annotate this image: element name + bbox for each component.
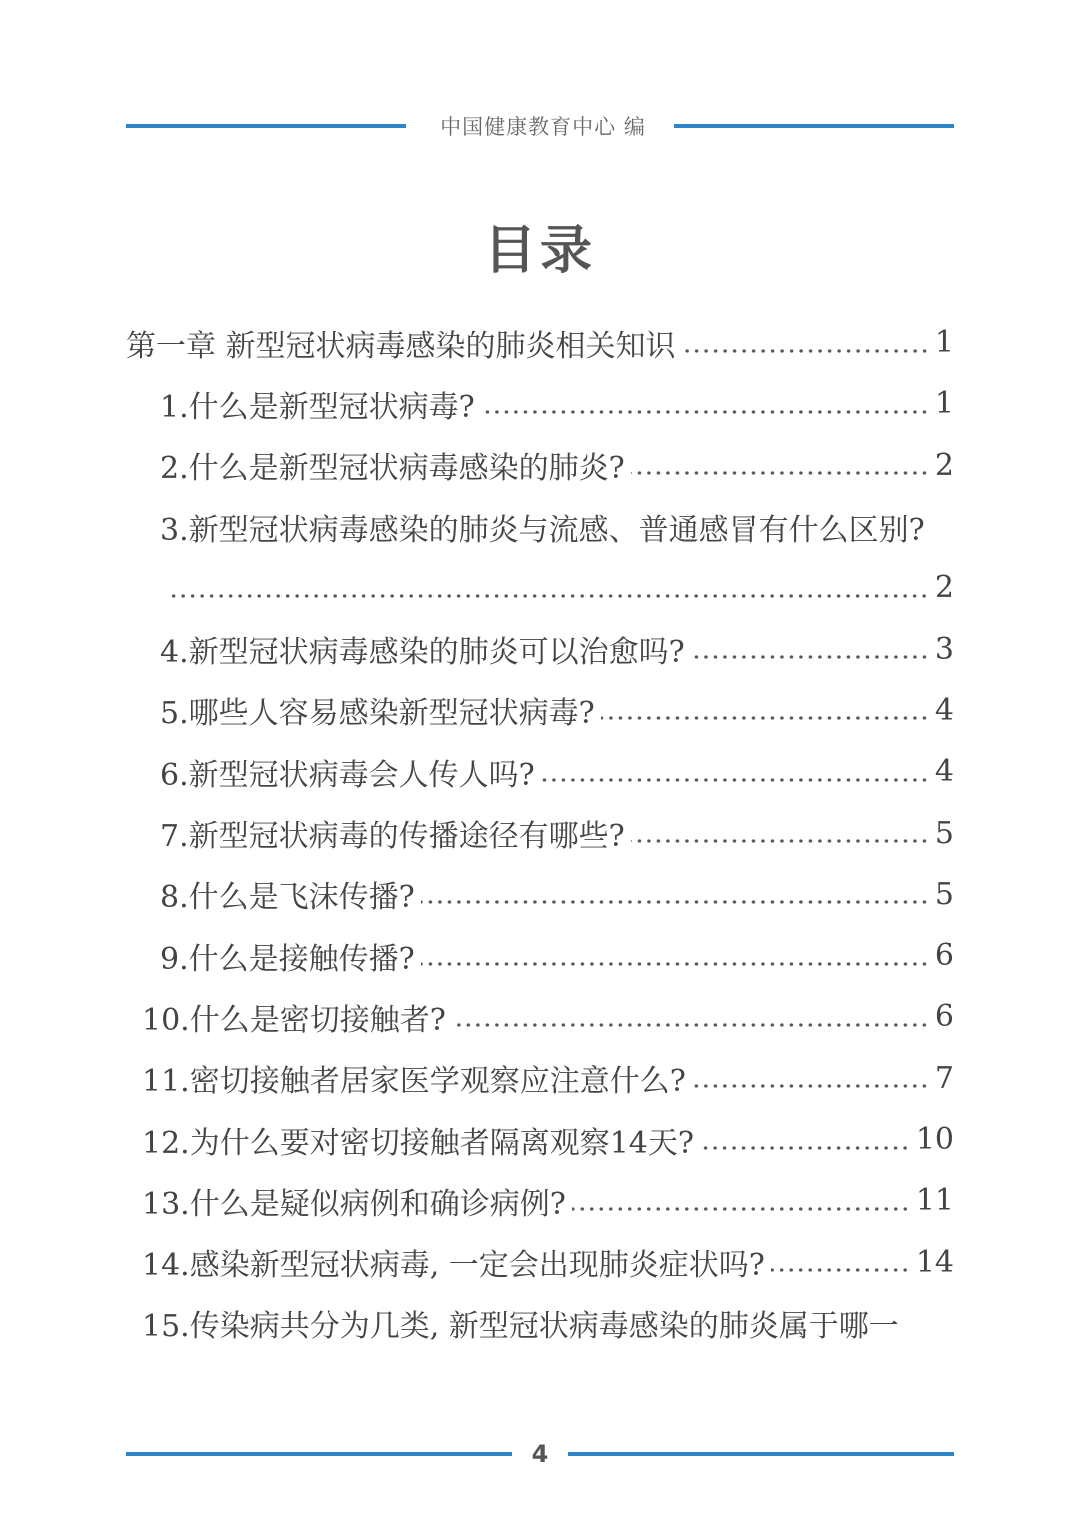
toc-entry-page: 5	[934, 815, 954, 851]
toc-entry[interactable]	[126, 1293, 954, 1354]
toc-entry[interactable]	[126, 802, 954, 863]
toc-entry[interactable]	[126, 925, 954, 986]
page-title: 目录	[483, 221, 596, 281]
toc-entry-page: 14	[915, 1244, 954, 1280]
toc-dot-leader	[452, 1021, 929, 1029]
toc-entry-label: 12.为什么要对密切接触者隔离观察14天?	[142, 1125, 694, 1161]
toc-entry-label: 4.新型冠状病毒感染的肺炎可以治愈吗?	[160, 635, 685, 671]
toc-entry[interactable]	[126, 312, 954, 373]
footer-rule-right	[568, 1452, 954, 1456]
table-of-contents	[126, 312, 954, 1354]
toc-entry-label: 2.什么是新型冠状病毒感染的肺炎?	[160, 451, 625, 487]
header-rule-right	[674, 124, 954, 128]
toc-dot-leader	[771, 1266, 910, 1274]
toc-entry[interactable]	[126, 741, 954, 802]
toc-dot-leader	[700, 1144, 910, 1152]
toc-entry-page: 3	[934, 631, 954, 667]
footer-rule-left	[126, 1452, 512, 1456]
toc-entry[interactable]	[126, 864, 954, 925]
page-number: 4	[531, 1440, 549, 1468]
toc-entry-page: 10	[915, 1122, 954, 1157]
header-editor-credit: 中国健康教育中心 编	[440, 115, 646, 139]
toc-dot-leader	[692, 1082, 929, 1090]
toc-entry-page: 5	[934, 876, 954, 912]
toc-entry-page: 4	[934, 692, 954, 728]
toc-dot-leader	[631, 469, 929, 477]
toc-dot-leader	[166, 592, 929, 600]
toc-entry-label: 9.什么是接触传播?	[160, 941, 415, 977]
toc-entry-label: 3.新型冠状病毒感染的肺炎与流感、普通感冒有什么区别?	[160, 512, 925, 548]
toc-dot-leader	[601, 714, 929, 722]
toc-dot-leader	[541, 776, 929, 784]
toc-dot-leader	[631, 837, 929, 845]
toc-entry[interactable]	[126, 557, 954, 618]
toc-entry-label: 8.什么是飞沫传播?	[160, 880, 415, 916]
toc-entry-label: 14.感染新型冠状病毒, 一定会出现肺炎症状吗?	[142, 1248, 765, 1284]
toc-entry-label: 15.传染病共分为几类, 新型冠状病毒感染的肺炎属于哪一	[142, 1309, 899, 1345]
toc-entry-page: 4	[934, 754, 954, 790]
toc-entry-page: 2	[934, 447, 954, 483]
toc-dot-leader	[691, 653, 929, 661]
toc-entry-page: 11	[915, 1183, 954, 1219]
toc-entry[interactable]	[126, 373, 954, 434]
header-rule-left	[126, 124, 406, 128]
toc-entry-label: 5.哪些人容易感染新型冠状病毒?	[160, 696, 595, 732]
toc-entry-page: 6	[934, 999, 954, 1035]
toc-entry[interactable]	[126, 1109, 954, 1170]
toc-dot-leader	[682, 347, 929, 355]
toc-entry-label: 7.新型冠状病毒的传播途径有哪些?	[160, 819, 625, 855]
toc-entry-label: 6.新型冠状病毒会人传人吗?	[160, 757, 535, 793]
toc-entry[interactable]	[126, 986, 954, 1047]
page-footer	[126, 1436, 954, 1472]
toc-dot-leader	[481, 408, 929, 416]
toc-entry-label: 第一章 新型冠状病毒感染的肺炎相关知识	[126, 328, 676, 364]
toc-entry-label: 1.什么是新型冠状病毒?	[160, 389, 475, 425]
toc-entry-page: 1	[934, 325, 954, 361]
toc-entry-page: 2	[934, 570, 954, 606]
toc-entry-label: 10.什么是密切接触者?	[142, 1002, 446, 1038]
toc-entry[interactable]	[126, 435, 954, 496]
toc-entry-label: 13.什么是疑似病例和确诊病例?	[142, 1186, 566, 1222]
toc-entry[interactable]	[126, 1048, 954, 1109]
toc-entry-label: 11.密切接触者居家医学观察应注意什么?	[142, 1064, 686, 1100]
toc-entry[interactable]	[126, 496, 954, 557]
toc-dot-leader	[572, 1205, 910, 1213]
toc-dot-leader	[421, 960, 929, 968]
toc-entry-page: 6	[934, 938, 954, 974]
page-header	[126, 108, 954, 144]
toc-entry[interactable]	[126, 1170, 954, 1231]
toc-entry[interactable]	[126, 680, 954, 741]
toc-entry[interactable]	[126, 618, 954, 679]
toc-dot-leader	[421, 898, 929, 906]
toc-entry-page: 7	[934, 1060, 954, 1096]
toc-entry-page: 1	[934, 386, 954, 422]
toc-entry[interactable]	[126, 1231, 954, 1292]
